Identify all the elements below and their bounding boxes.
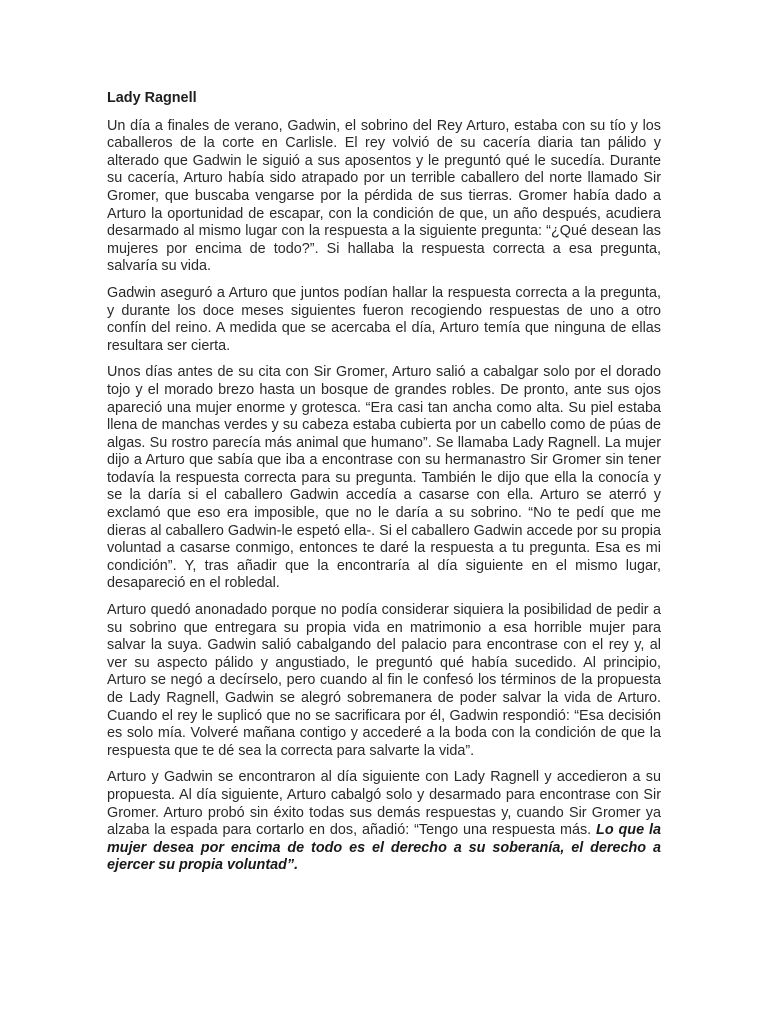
paragraph-4: Arturo quedó anonadado porque no podía considerar siquiera la posibilidad de pedir a su sobrino que entregara su propia vida en matrimonio a esa horrible mujer para salvar la suya. Gadwin salió cabalgando del palacio para encontrase con el rey y, al ver su aspecto pálido y angustiado, le preguntó qué había sucedido. Al principio, Arturo se negó a decírselo, pero cuando al fin le confesó los términos de la propuesta de Lady Ragnell, Gadwin se alegró sobremanera de poder salvar la vida de Arturo. Cuando el rey le suplicó que no se sacrificara por él, Gadwin respondió: “Esa decisión es solo mía. Volveré mañana contigo y accederé a la boda con la condición de que la respuesta que te dé sea la correcta para salvarte la vida”. <box>107 602 661 759</box>
paragraph-3: Unos días antes de su cita con Sir Gromer, Arturo salió a cabalgar solo por el dorado tojo y el morado brezo hasta un bosque de grandes robles. De pronto, ante sus ojos apareció una mujer enorme y grotesca. “Era casi tan ancha como alta. Su piel estaba llena de manchas verdes y su cabeza estaba cubierta por un cabello como de púas de algas. Su rostro parecía más animal que humano”. Se llamaba Lady Ragnell. La mujer dijo a Arturo que sabía que iba a encontrase con su hermanastro Sir Gromer sin tener todavía la respuesta correcta para su pregunta. También le dijo que ella la conocía y se la daría si el caballero Gadwin accedía a casarse con ella. Arturo se aterró y exclamó que eso era imposible, que no le daría a su sobrino. “No te pedí que me dieras al caballero Gadwin-le espetó ella-. Si el caballero Gadwin accede por su propia voluntad a casarse conmigo, entonces te daré la respuesta a tu pregunta. Esa es mi condición”. Y, tras añadir que la encontraría al día siguiente en el mismo lugar, desapareció en el robledal. <box>107 364 661 592</box>
paragraph-1: Un día a finales de verano, Gadwin, el sobrino del Rey Arturo, estaba con su tío y los caballeros de la corte en Carlisle. El rey volvió de su cacería diaria tan pálido y alterado que Gadwin le siguió a sus aposentos y le preguntó qué le sucedía. Durante su cacería, Arturo había sido atrapado por un terrible caballero del norte llamado Sir Gromer, que buscaba vengarse por la pérdida de sus tierras. Gromer había dado a Arturo la oportunidad de escapar, con la condición de que, un año después, acudiera desarmado al mismo lugar con la respuesta a la siguiente pregunta: “¿Qué desean las mujeres por encima de todo?”. Si hallaba la respuesta correcta a esa pregunta, salvaría su vida. <box>107 117 661 275</box>
document-title: Lady Ragnell <box>107 90 197 106</box>
paragraph-2: Gadwin aseguró a Arturo que juntos podían hallar la respuesta correcta a la pregunta, y durante los doce meses siguientes fueron recogiendo respuestas de uno a otro confín del reino. A medida que se acercaba el día, Arturo temía que ninguna de ellas resultara ser cierta. <box>107 284 661 354</box>
paragraph-5-text: Arturo y Gadwin se encontraron al día siguiente con Lady Ragnell y accedieron a su propuesta. Al día siguiente, Arturo cabalgó solo y desarmado para encontrase con Sir Gromer. Arturo probó sin éxito todas sus demás respuestas y, cuando Sir Gromer ya alzaba la espada para cortarlo en dos, añadió: “Tengo una respuesta más. <box>107 769 661 839</box>
paragraph-5 <box>107 769 661 875</box>
paragraph-5-emphasis: Lo que la mujer desea por encima de todo es el derecho a su soberanía, el derecho a ejercer su propia voluntad”. <box>107 822 661 874</box>
document-page <box>107 90 661 884</box>
